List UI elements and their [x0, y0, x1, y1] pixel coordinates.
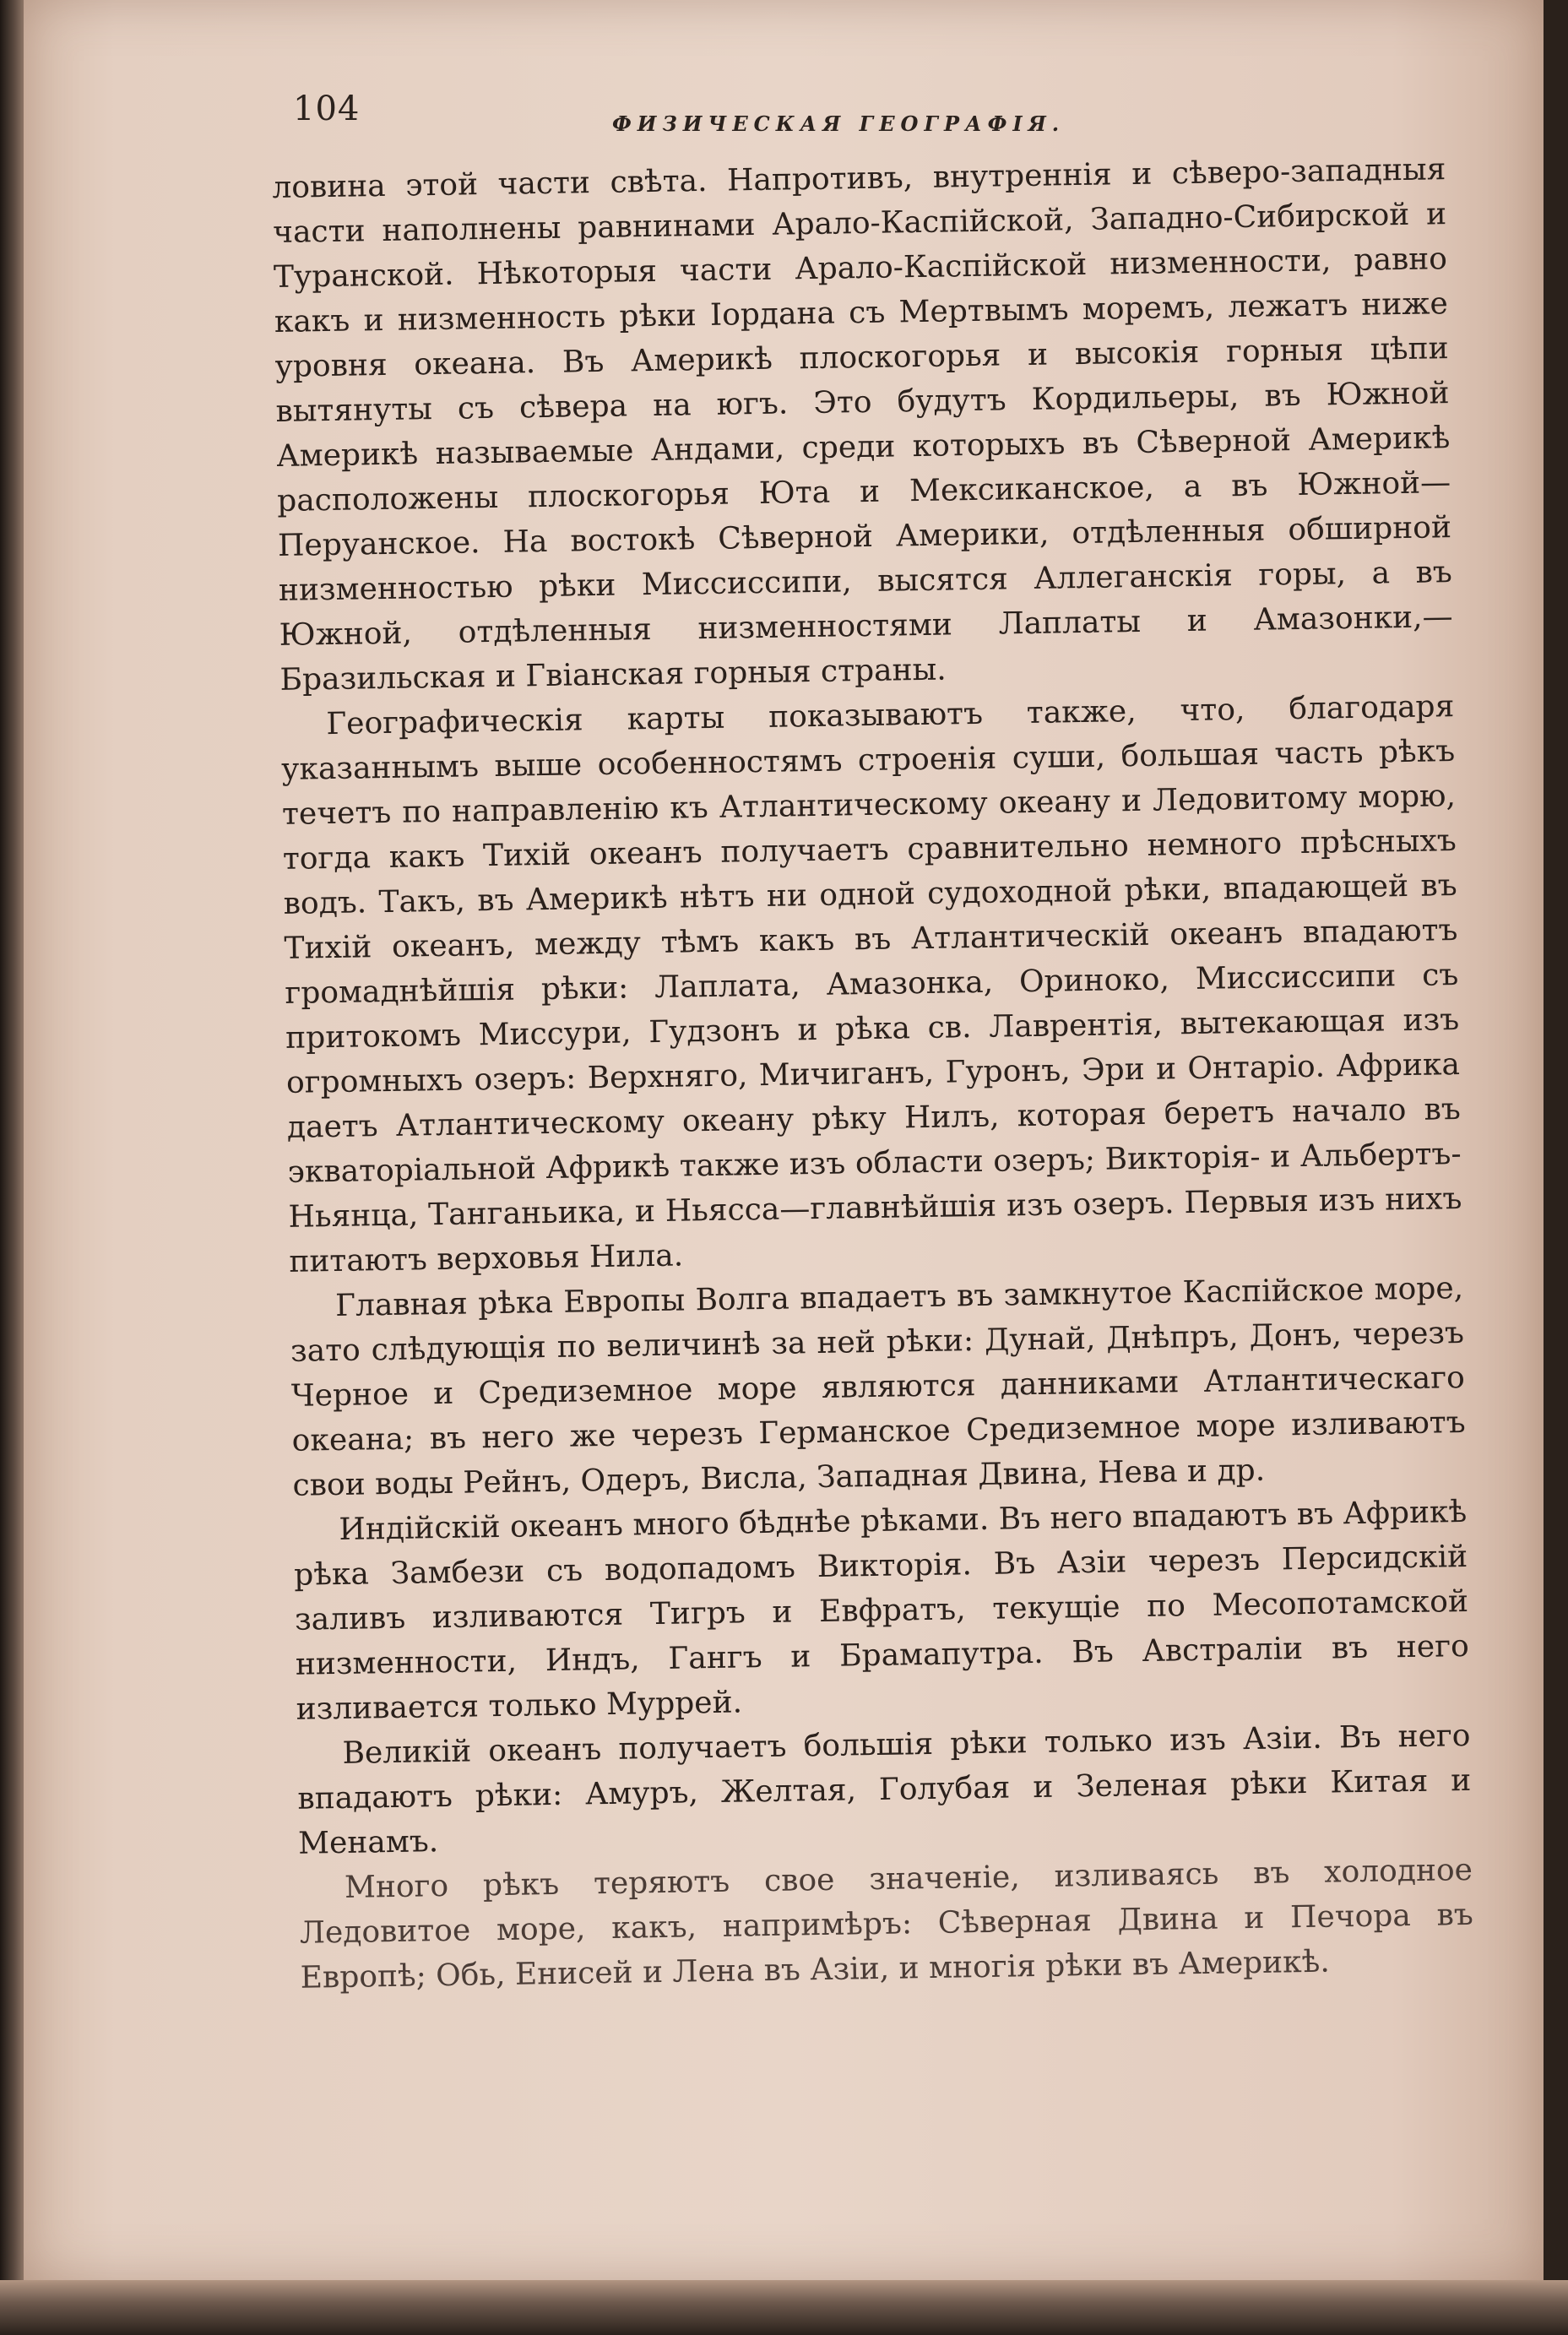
paragraph-geographic-maps: Географическія карты показываютъ также, что, благодаря указаннымъ выше особенностямъ строенія суши, большая часть рѣкъ течетъ по направленію къ Атлантическому океану и Ледовитому морю, тогда какъ Тихій океанъ получаетъ сравнительно немного прѣсныхъ водъ. Такъ, въ Америкѣ нѣтъ ни одной судоходной рѣки, впадающей въ Тихій океанъ, между тѣмъ какъ въ Атлантическій океанъ впадаютъ громаднѣйшія рѣки: Лаплата, Амазонка, Ориноко, Миссиссипи съ притокомъ Миссури, Гудзонъ и рѣка св. Лаврентія, вытекающая изъ огромныхъ озеръ: Верхняго, Мичиганъ, Гуронъ, Эри и Онтаріо. Африка даетъ Атлантическому океану рѣку Нилъ, которая беретъ начало въ экваторіальной Африкѣ также изъ области озеръ; Викторія- и Альбертъ-Ньянца, Танганьика, и Ньясса—главнѣйшія изъ озеръ. Первыя изъ нихъ питаютъ верховья Нила. [280, 689, 1462, 1279]
paragraph-arctic-rivers: Много рѣкъ теряютъ свое значеніе, изливаясь въ холодное Ледовитое море, какъ, напримѣръ: Сѣверная Двина и Печора въ Европѣ; Обь, Енисей и Лена въ Азіи, и многія рѣки въ Америкѣ. [299, 1852, 1474, 1996]
page-number: 104 [293, 90, 361, 128]
body-text [272, 147, 1474, 2001]
paragraph-europe-rivers: Главная рѣка Европы Волга впадаетъ въ замкнутое Каспійское море, зато слѣдующія по величинѣ за ней рѣки: Дунай, Днѣпръ, Донъ, черезъ Черное и Средиземное море являются данниками Атлантическаго океана; въ него же черезъ Германское Средиземное море изливаютъ свои воды Рейнъ, Одеръ, Висла, Западная Двина, Нева и др. [290, 1271, 1466, 1503]
running-head: ФИЗИЧЕСКАЯ ГЕОГРАФІЯ. [612, 111, 1066, 136]
paragraph-continuation: ловина этой части свѣта. Напротивъ, внутреннія и сѣверо-западныя части наполнены равнинами Арало-Каспійской, Западно-Сибирской и Туранской. Нѣкоторыя части Арало-Каспійской низменности, равно какъ и низменность рѣки Іордана съ Мертвымъ моремъ, лежатъ ниже уровня океана. Въ Америкѣ плоскогорья и высокія горныя цѣпи вытянуты съ сѣвера на югъ. Это будутъ Кордильеры, въ Южной Америкѣ называемые Андами, среди которыхъ въ Сѣверной Америкѣ расположены плоскогорья Юта и Мексиканское, а въ Южной—Перуанское. На востокѣ Сѣверной Америки, отдѣленныя обширной низменностью рѣки Миссиссипи, высятся Аллеганскія горы, а въ Южной, отдѣленныя низменностями Лаплаты и Амазонки,—Бразильская и Гвіанская горныя страны. [272, 152, 1453, 698]
book-spine-shadow [0, 0, 24, 2335]
page-header [266, 84, 1397, 144]
paragraph-indian-ocean: Индійскій океанъ много бѣднѣе рѣками. Въ него впадаютъ въ Африкѣ рѣка Замбези съ водопадомъ Викторія. Въ Азіи черезъ Персидскій заливъ изливаются Тигръ и Евфратъ, текущіе по Месопотамской низменности, Индъ, Гангъ и Брамапутра. Въ Австраліи въ него изливается только Муррей. [293, 1494, 1470, 1727]
page-bottom-edge [0, 2280, 1568, 2335]
paragraph-great-ocean: Великій океанъ получаетъ большія рѣки только изъ Азіи. Въ него впадаютъ рѣки: Амуръ, Желтая, Голубая и Зеленая рѣки Китая и Менамъ. [297, 1718, 1472, 1861]
